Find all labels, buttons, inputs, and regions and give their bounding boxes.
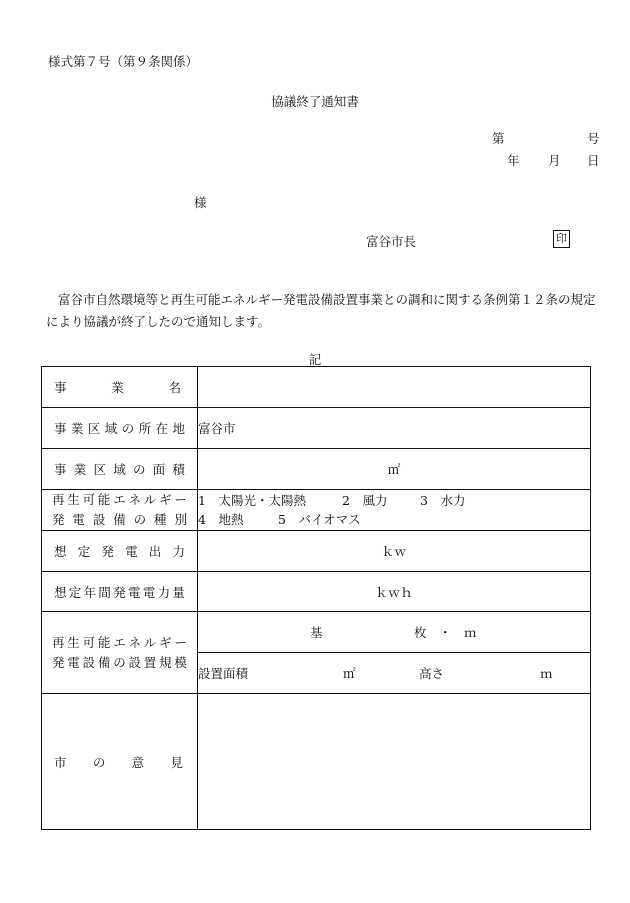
label-char: 事: [54, 380, 67, 395]
energy-options-line2: [198, 510, 590, 529]
doc-number-prefix: 第: [492, 131, 505, 146]
label-char: 電: [127, 584, 141, 600]
label-char: ル: [143, 492, 157, 507]
label-char: 電: [67, 654, 80, 670]
label-char: 積: [172, 462, 185, 477]
label-char: の: [132, 462, 146, 477]
label-char: 区: [87, 421, 101, 436]
row-opinion: [42, 694, 591, 830]
label-char: 備: [113, 512, 126, 527]
label-char: ネ: [128, 634, 141, 650]
label-char: 生: [67, 492, 80, 507]
label-char: 業: [73, 462, 87, 477]
label-annual: [42, 583, 197, 601]
scale-height-unit: ｍ: [540, 666, 553, 681]
label-char: の: [121, 421, 135, 436]
label-business-name: [42, 378, 197, 396]
row-annual: [42, 572, 591, 612]
label-char: 発: [101, 544, 114, 559]
row-area: [42, 449, 591, 490]
label-output: [42, 542, 197, 560]
value-business-name: [198, 367, 591, 408]
row-output: [42, 531, 591, 572]
energy-option-solar: 1 太陽光・太陽熱: [198, 493, 306, 508]
label-char: 出: [148, 544, 162, 559]
label-char: 在: [155, 421, 169, 436]
ki-heading: 記: [308, 352, 322, 367]
label-char: 発: [52, 512, 65, 527]
label-char: 業: [70, 421, 84, 436]
label-char: 見: [170, 754, 183, 770]
label-char: 模: [174, 654, 187, 670]
label-char: 置: [143, 654, 157, 670]
label-area: [42, 460, 197, 478]
record-table: [41, 366, 591, 830]
row-location: [42, 408, 591, 449]
date-day: 日: [587, 153, 600, 168]
label-char: 所: [138, 421, 152, 436]
label-char: エ: [113, 492, 126, 507]
value-annual-unit: ｋｗｈ: [198, 572, 591, 612]
label-char: 事: [54, 421, 67, 436]
label-char: 規: [159, 654, 172, 670]
label-char: 可: [82, 634, 96, 650]
seal-mark: 印: [553, 230, 570, 248]
label-char: 定: [68, 584, 82, 600]
label-char: 間: [98, 584, 111, 600]
label-char: 面: [152, 462, 166, 477]
label-char: の: [113, 654, 126, 670]
label-char: の: [92, 754, 106, 770]
label-char: の: [133, 512, 147, 527]
label-scale-line1: [52, 633, 187, 653]
date-year: 年: [507, 153, 520, 168]
label-char: 名: [168, 380, 181, 395]
label-char: 想: [54, 544, 67, 559]
scale-count-prefix: 基: [310, 625, 323, 640]
label-scale-line2: [52, 653, 187, 673]
row-energy-type: [42, 490, 591, 531]
label-char: 域: [104, 421, 118, 436]
label-char: 電: [142, 584, 156, 600]
label-char: 量: [172, 584, 185, 600]
label-char: 定: [77, 544, 91, 559]
label-char: 地: [172, 421, 185, 436]
addressee-suffix: 様: [194, 195, 207, 210]
label-char: 再: [52, 634, 65, 650]
value-location: 富谷市: [198, 408, 591, 449]
row-scale-count: [42, 612, 591, 653]
label-char: ー: [174, 634, 187, 650]
label-char: 力: [172, 544, 185, 559]
value-output-unit: ｋｗ: [198, 531, 591, 572]
label-char: 想: [54, 584, 67, 600]
label-char: 業: [111, 380, 124, 395]
label-energy-type-line1: [52, 490, 187, 510]
label-char: 備: [97, 654, 111, 670]
label-char: 市: [54, 754, 67, 770]
doc-number-suffix: 号: [587, 131, 600, 146]
label-char: 能: [97, 634, 111, 650]
label-char: 電: [125, 544, 138, 559]
energy-options-line1: [198, 491, 590, 510]
label-char: ギ: [159, 492, 172, 507]
energy-option-hydro: 3 水力: [420, 493, 466, 508]
label-char: 電: [72, 512, 85, 527]
label-char: 再: [52, 492, 65, 507]
label-char: 力: [157, 584, 171, 600]
scale-count-suffix: 枚 ・ ｍ: [414, 625, 477, 640]
scale-area-unit: ㎡: [343, 666, 356, 681]
energy-option-wind: 2 風力: [342, 493, 388, 508]
label-energy-type-line2: [52, 510, 187, 530]
energy-option-biomass: 5 バイオマス: [278, 512, 361, 527]
label-char: エ: [113, 634, 126, 650]
label-char: 発: [52, 654, 65, 670]
form-number: 様式第７号（第９条関係）: [48, 54, 199, 69]
label-char: 可: [82, 492, 96, 507]
label-char: ネ: [128, 492, 141, 507]
label-opinion: [42, 753, 197, 771]
value-opinion: [198, 694, 591, 830]
label-char: 区: [93, 462, 106, 477]
label-char: 事: [54, 462, 67, 477]
label-char: 能: [97, 492, 111, 507]
label-char: 別: [174, 512, 187, 527]
date-month: 月: [548, 153, 561, 168]
label-char: ギ: [159, 634, 172, 650]
scale-area-label: 設置面積: [198, 666, 249, 681]
label-location: [42, 419, 197, 437]
label-char: 設: [92, 512, 106, 527]
scale-height-label: 高さ: [419, 666, 445, 681]
row-business-name: [42, 367, 591, 408]
label-char: 種: [154, 512, 167, 527]
label-char: 生: [67, 634, 80, 650]
energy-option-geothermal: 4 地熱: [198, 512, 244, 527]
label-char: 意: [131, 754, 145, 770]
label-char: 年: [83, 584, 97, 600]
label-char: ー: [174, 492, 187, 507]
body-text: 富谷市自然環境等と再生可能エネルギー発電設備設置事業との調和に関する条例第１２条の規定により協議が終了したので通知します。: [46, 292, 596, 329]
label-char: ル: [143, 634, 157, 650]
document-title: 協議終了通知書: [271, 94, 359, 109]
label-char: 設: [82, 654, 96, 670]
issuer: 富谷市長: [366, 234, 417, 249]
label-char: 域: [113, 462, 126, 477]
value-area-unit: ㎡: [198, 449, 591, 490]
label-char: 設: [128, 654, 141, 670]
label-char: 発: [113, 584, 126, 600]
